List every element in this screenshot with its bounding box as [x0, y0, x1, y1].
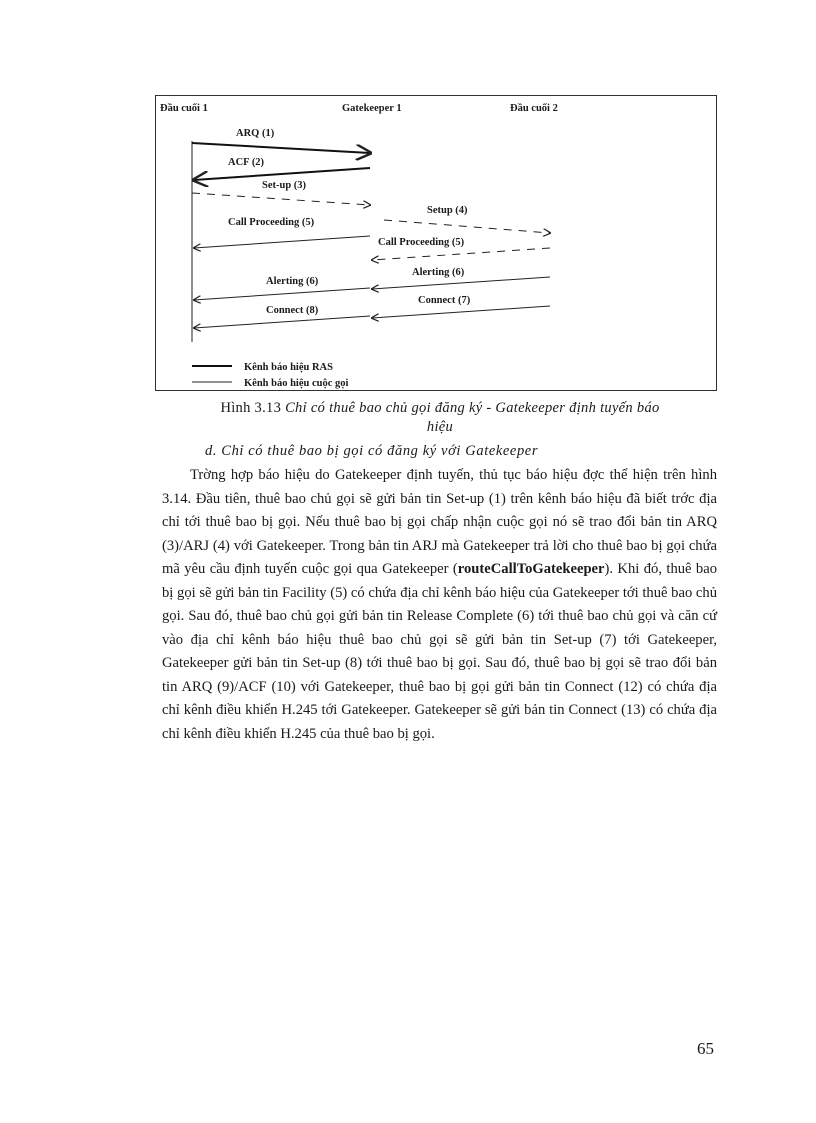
page-number: 65: [697, 1039, 714, 1058]
msg-call-proceeding-5-b-label: Call Proceeding (5): [378, 237, 465, 248]
entity-gatekeeper-1: Gatekeeper 1: [342, 103, 402, 114]
msg-call-proceeding-5-a-arrow: [194, 236, 370, 248]
legend-call-label: Kênh báo hiệu cuộc gọi: [244, 378, 349, 389]
msg-setup-4-arrow: [384, 220, 550, 233]
paragraph-part-1: Trờng hợp báo hiệu do Gatekeeper định tuyến, thủ tục báo hiệu đợc thể hiện trên hình 3.14. Đầu tiên, thuê bao chủ gọi sẽ gửi bản tin Set-up (1) trên kênh báo hiệu đã biết trớc địa chỉ tới thuê bao bị gọi. Nếu thuê bao bị gọi chấp nhận cuộc gọi nó sẽ trao đổi bản tin ARQ (3)/ARJ (4) với Gatekeeper. Trong bản tin ARJ mà Gatekeeper trả lời cho thuê bao bị gọi chứa mã yêu cầu định tuyến cuộc gọi qua Gatekeeper (: [162, 467, 717, 577]
entity-endpoint-2: Đầu cuối 2: [510, 103, 558, 114]
figure-caption-line2: hiệu: [426, 419, 454, 435]
msg-call-proceeding-5-b-arrow: [372, 248, 550, 260]
sequence-diagram: [155, 95, 717, 391]
msg-setup-3-label: Set-up (3): [262, 180, 307, 191]
msg-alerting-6-a-label: Alerting (6): [266, 276, 319, 287]
paragraph-bold-term: routeCallToGatekeeper: [457, 561, 605, 577]
figure-caption-number: Hình 3.13: [220, 400, 282, 416]
msg-arq-1-arrow: [192, 143, 370, 153]
msg-setup-3-arrow: [192, 193, 370, 205]
legend-ras-label: Kênh báo hiệu RAS: [244, 362, 333, 373]
figure-caption-text: Chỉ có thuê bao chủ gọi đăng ký - Gatekeeper định tuyến báo: [285, 400, 660, 416]
msg-call-proceeding-5-a-label: Call Proceeding (5): [228, 217, 315, 228]
body-paragraph: [162, 464, 717, 746]
section-subheading: d. Chỉ có thuê bao bị gọi có đăng ký với Gatekeeper: [205, 443, 539, 459]
msg-alerting-6-a-arrow: [194, 288, 370, 300]
msg-connect-8-label: Connect (8): [266, 305, 319, 316]
msg-alerting-6-b-arrow: [372, 277, 550, 289]
paragraph-part-2: ). Khi đó, thuê bao bị gọi sẽ gửi bản tin Facility (5) có chứa địa chỉ kênh báo hiệu của Gatekeeper tới thuê bao chủ gọi. Sau đó, thuê bao chủ gọi gửi bản tin Release Complete (6) tới thuê bao chủ gọi và căn cứ vào địa chỉ kênh báo hiệu thuê bao chủ gọi sẽ gửi bản tin Set-up (7) tới Gatekeeper, Gatekeeper gửi bản tin Set-up (8) tới thuê bao bị gọi. Sau đó, thuê bao bị gọi sẽ trao đổi bản tin ARQ (9)/ACF (10) với Gatekeeper, thuê bao bị gọi gửi bản tin Connect (12) có chứa địa chỉ kênh điều khiển H.245 tới Gatekeeper. Gatekeeper sẽ gửi bản tin Connect (13) có chứa địa chỉ kênh điều khiển H.245 của thuê bao bị gọi.: [162, 561, 717, 742]
sequence-diagram-svg: [156, 96, 718, 392]
msg-connect-8-arrow: [194, 316, 370, 328]
msg-arq-1-label: ARQ (1): [236, 128, 275, 139]
entity-endpoint-1: Đầu cuối 1: [160, 103, 208, 114]
msg-connect-7-label: Connect (7): [418, 295, 471, 306]
figure-caption: [160, 400, 720, 417]
msg-setup-4-label: Setup (4): [427, 205, 468, 216]
msg-connect-7-arrow: [372, 306, 550, 318]
msg-acf-2-arrow: [194, 168, 370, 180]
msg-acf-2-label: ACF (2): [228, 157, 265, 168]
body-text: [162, 464, 717, 746]
msg-alerting-6-b-label: Alerting (6): [412, 267, 465, 278]
